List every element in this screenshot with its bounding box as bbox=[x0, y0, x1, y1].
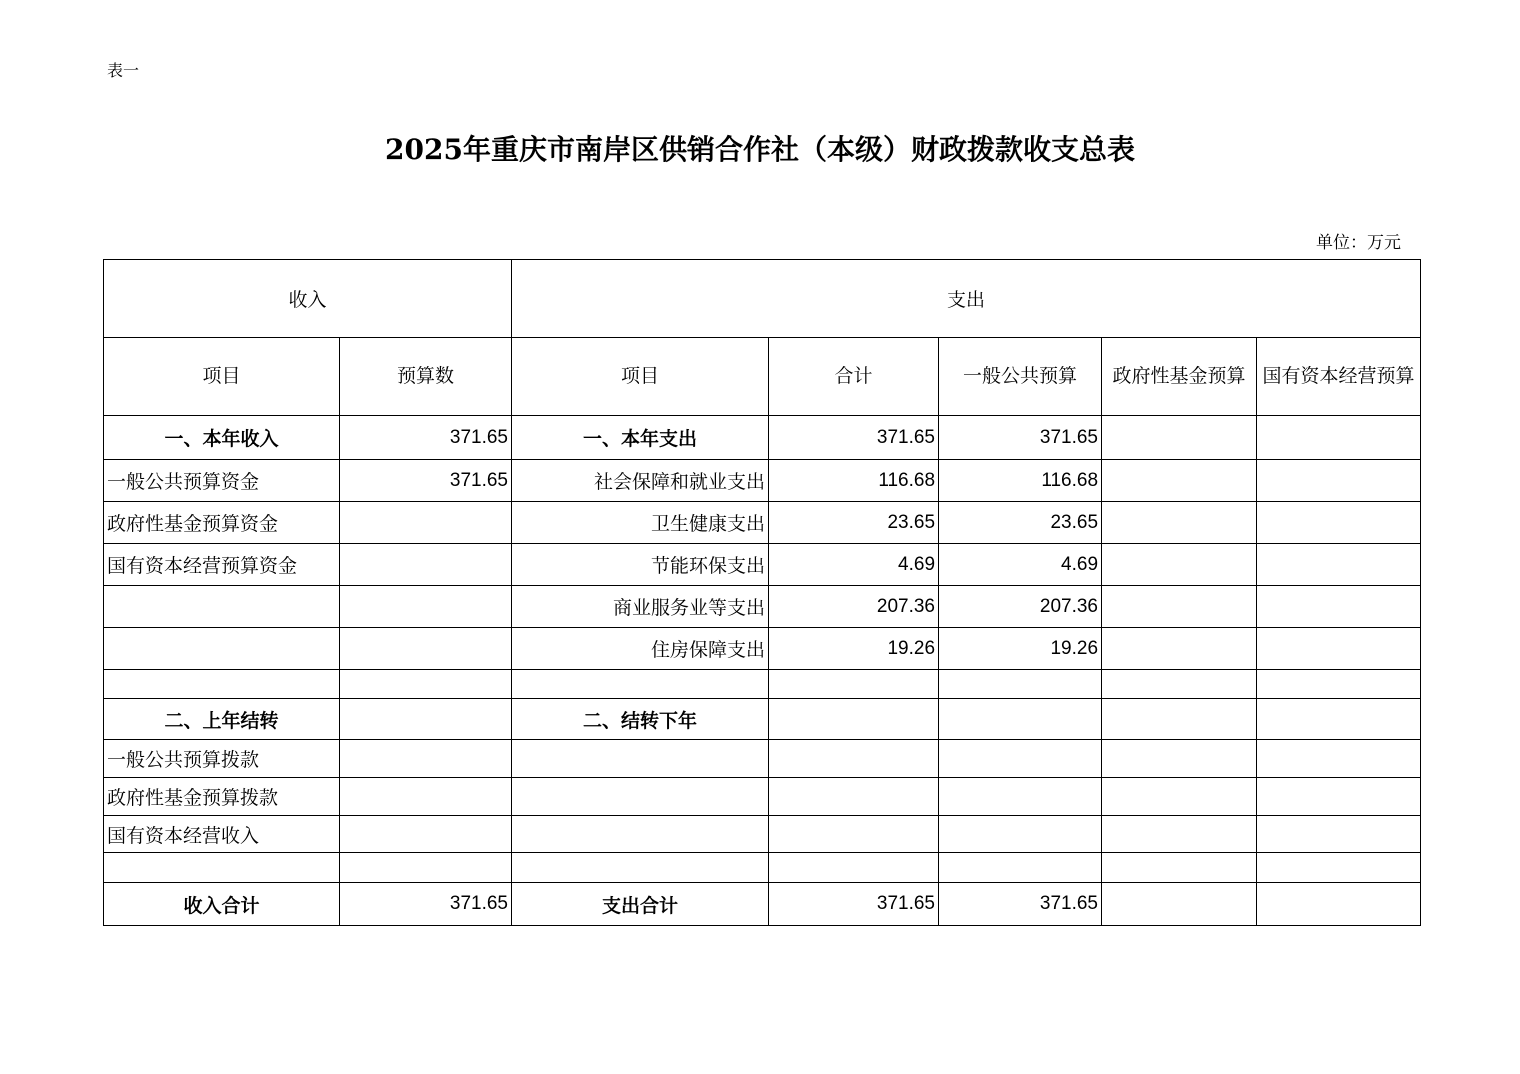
table-row bbox=[104, 778, 1421, 816]
income-item-cell: 一般公共预算资金 bbox=[104, 460, 340, 502]
col-state-capital-budget: 国有资本经营预算 bbox=[1257, 338, 1421, 416]
income-item-cell bbox=[104, 628, 340, 670]
gov-fund-cell bbox=[1102, 778, 1257, 816]
income-budget-cell: 371.65 bbox=[340, 883, 512, 926]
state-capital-cell bbox=[1257, 416, 1421, 460]
state-capital-cell bbox=[1257, 586, 1421, 628]
total-cell: 371.65 bbox=[769, 883, 939, 926]
table-row bbox=[104, 816, 1421, 853]
general-budget-cell bbox=[939, 816, 1102, 853]
expense-item-cell bbox=[512, 816, 769, 853]
total-cell: 207.36 bbox=[769, 586, 939, 628]
income-item-cell: 一般公共预算拨款 bbox=[104, 740, 340, 778]
state-capital-cell bbox=[1257, 460, 1421, 502]
state-capital-cell bbox=[1257, 502, 1421, 544]
state-capital-cell bbox=[1257, 628, 1421, 670]
general-budget-cell: 19.26 bbox=[939, 628, 1102, 670]
income-item-cell: 二、上年结转 bbox=[104, 699, 340, 740]
income-budget-cell bbox=[340, 628, 512, 670]
table-row bbox=[104, 460, 1421, 502]
expense-item-cell bbox=[512, 778, 769, 816]
table-row bbox=[104, 699, 1421, 740]
general-budget-cell bbox=[939, 699, 1102, 740]
unit-label: 单位：万元 bbox=[1316, 233, 1401, 253]
total-cell bbox=[769, 816, 939, 853]
income-item-cell: 一、本年收入 bbox=[104, 416, 340, 460]
expense-item-cell: 支出合计 bbox=[512, 883, 769, 926]
state-capital-cell bbox=[1257, 740, 1421, 778]
general-budget-cell bbox=[939, 670, 1102, 699]
expense-item-cell: 住房保障支出 bbox=[512, 628, 769, 670]
income-item-cell: 政府性基金预算资金 bbox=[104, 502, 340, 544]
income-budget-cell bbox=[340, 778, 512, 816]
col-total: 合计 bbox=[769, 338, 939, 416]
income-budget-cell bbox=[340, 502, 512, 544]
income-item-cell bbox=[104, 853, 340, 883]
col-income-budget: 预算数 bbox=[340, 338, 512, 416]
general-budget-cell: 371.65 bbox=[939, 416, 1102, 460]
income-item-cell bbox=[104, 670, 340, 699]
total-cell bbox=[769, 699, 939, 740]
expense-item-cell bbox=[512, 670, 769, 699]
table-row bbox=[104, 586, 1421, 628]
general-budget-cell: 116.68 bbox=[939, 460, 1102, 502]
table-number-label: 表一 bbox=[107, 61, 140, 80]
general-budget-cell: 371.65 bbox=[939, 883, 1102, 926]
table-row bbox=[104, 883, 1421, 926]
income-item-cell: 收入合计 bbox=[104, 883, 340, 926]
table-row bbox=[104, 544, 1421, 586]
table-row bbox=[104, 853, 1421, 883]
table-row bbox=[104, 502, 1421, 544]
column-header-row bbox=[104, 338, 1421, 416]
expense-item-cell: 商业服务业等支出 bbox=[512, 586, 769, 628]
gov-fund-cell bbox=[1102, 740, 1257, 778]
income-item-cell bbox=[104, 586, 340, 628]
income-budget-cell bbox=[340, 853, 512, 883]
general-budget-cell: 207.36 bbox=[939, 586, 1102, 628]
general-budget-cell bbox=[939, 853, 1102, 883]
general-budget-cell bbox=[939, 778, 1102, 816]
total-cell bbox=[769, 853, 939, 883]
gov-fund-cell bbox=[1102, 853, 1257, 883]
income-budget-cell bbox=[340, 740, 512, 778]
table-row bbox=[104, 416, 1421, 460]
income-budget-cell bbox=[340, 670, 512, 699]
income-item-cell: 国有资本经营预算资金 bbox=[104, 544, 340, 586]
state-capital-cell bbox=[1257, 699, 1421, 740]
general-budget-cell bbox=[939, 740, 1102, 778]
state-capital-cell bbox=[1257, 670, 1421, 699]
total-cell bbox=[769, 740, 939, 778]
total-cell: 116.68 bbox=[769, 460, 939, 502]
income-budget-cell: 371.65 bbox=[340, 460, 512, 502]
income-budget-cell: 371.65 bbox=[340, 416, 512, 460]
expense-item-cell bbox=[512, 740, 769, 778]
general-budget-cell: 4.69 bbox=[939, 544, 1102, 586]
expense-header: 支出 bbox=[512, 260, 1421, 338]
income-header: 收入 bbox=[104, 260, 512, 338]
state-capital-cell bbox=[1257, 853, 1421, 883]
table-row bbox=[104, 628, 1421, 670]
gov-fund-cell bbox=[1102, 699, 1257, 740]
state-capital-cell bbox=[1257, 778, 1421, 816]
expense-item-cell bbox=[512, 853, 769, 883]
state-capital-cell bbox=[1257, 544, 1421, 586]
expense-item-cell: 节能环保支出 bbox=[512, 544, 769, 586]
total-cell: 19.26 bbox=[769, 628, 939, 670]
income-item-cell: 国有资本经营收入 bbox=[104, 816, 340, 853]
gov-fund-cell bbox=[1102, 502, 1257, 544]
total-cell bbox=[769, 778, 939, 816]
gov-fund-cell bbox=[1102, 628, 1257, 670]
col-income-item: 项目 bbox=[104, 338, 340, 416]
expense-item-cell: 社会保障和就业支出 bbox=[512, 460, 769, 502]
income-budget-cell bbox=[340, 816, 512, 853]
total-cell: 4.69 bbox=[769, 544, 939, 586]
table-row bbox=[104, 670, 1421, 699]
income-budget-cell bbox=[340, 699, 512, 740]
table-row bbox=[104, 740, 1421, 778]
income-budget-cell bbox=[340, 544, 512, 586]
gov-fund-cell bbox=[1102, 883, 1257, 926]
expense-item-cell: 一、本年支出 bbox=[512, 416, 769, 460]
expense-item-cell: 二、结转下年 bbox=[512, 699, 769, 740]
budget-table bbox=[103, 259, 1421, 926]
col-gov-fund-budget: 政府性基金预算 bbox=[1102, 338, 1257, 416]
page-title: 2025年重庆市南岸区供销合作社（本级）财政拨款收支总表 bbox=[385, 133, 1135, 166]
total-cell bbox=[769, 670, 939, 699]
state-capital-cell bbox=[1257, 883, 1421, 926]
total-cell: 23.65 bbox=[769, 502, 939, 544]
expense-item-cell: 卫生健康支出 bbox=[512, 502, 769, 544]
gov-fund-cell bbox=[1102, 670, 1257, 699]
section-header-row bbox=[104, 260, 1421, 338]
col-general-budget: 一般公共预算 bbox=[939, 338, 1102, 416]
gov-fund-cell bbox=[1102, 816, 1257, 853]
income-budget-cell bbox=[340, 586, 512, 628]
col-expense-item: 项目 bbox=[512, 338, 769, 416]
gov-fund-cell bbox=[1102, 460, 1257, 502]
state-capital-cell bbox=[1257, 816, 1421, 853]
total-cell: 371.65 bbox=[769, 416, 939, 460]
gov-fund-cell bbox=[1102, 416, 1257, 460]
gov-fund-cell bbox=[1102, 544, 1257, 586]
income-item-cell: 政府性基金预算拨款 bbox=[104, 778, 340, 816]
gov-fund-cell bbox=[1102, 586, 1257, 628]
general-budget-cell: 23.65 bbox=[939, 502, 1102, 544]
